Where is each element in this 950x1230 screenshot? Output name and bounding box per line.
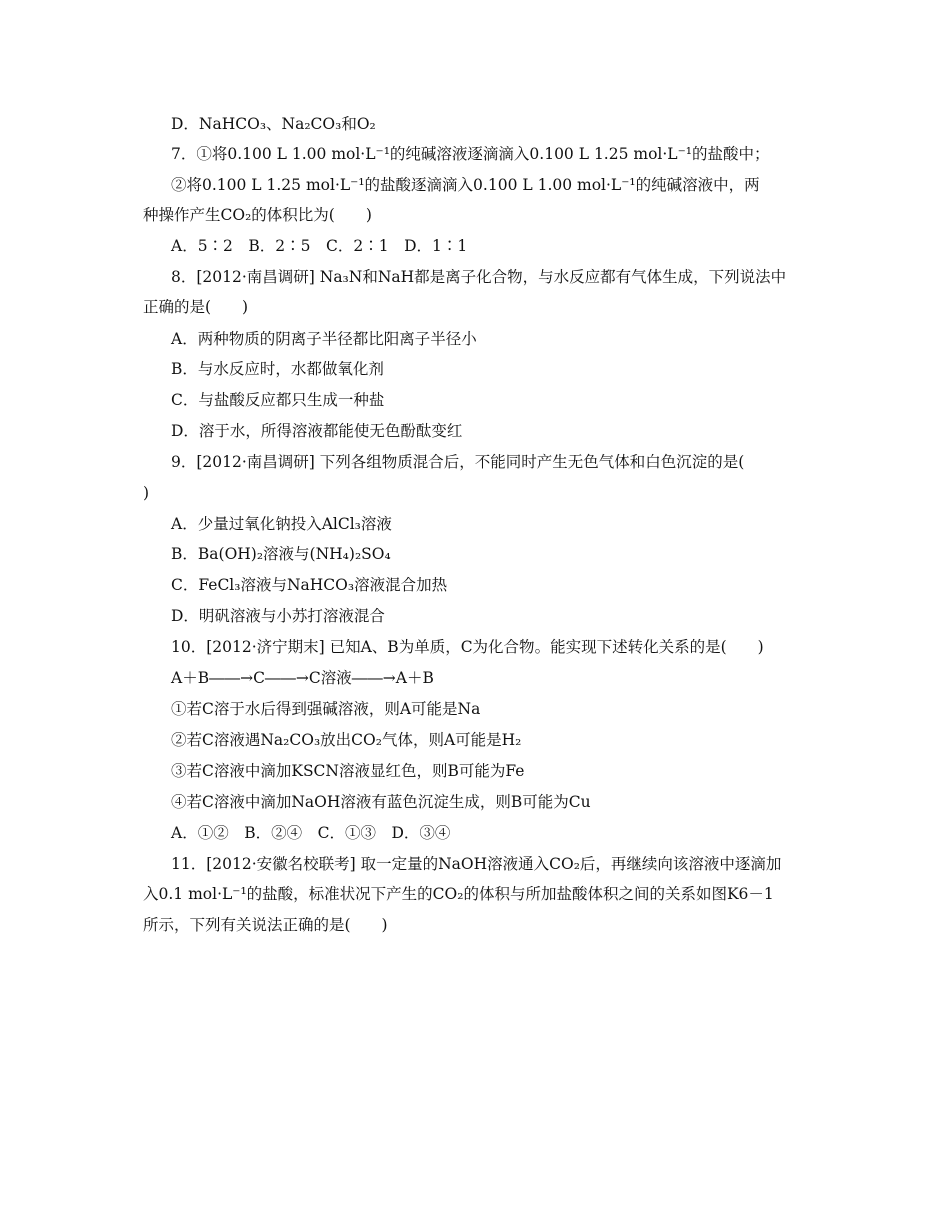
statement-line: ①若C溶于水后得到强碱溶液，则A可能是Na (171, 700, 481, 718)
reaction-scheme: A＋B――→C――→C溶液――→A＋B (171, 669, 434, 687)
question-11-line: 11．[2012·安徽名校联考] 取一定量的NaOH溶液通入CO₂后，再继续向该溶液中逐滴加 (171, 855, 782, 873)
option-line: D．NaHCO₃、Na₂CO₃和O₂ (171, 115, 376, 133)
option-line: D．溶于水，所得溶液都能使无色酚酞变红 (171, 422, 463, 440)
question-8-line: 正确的是( ) (143, 298, 249, 316)
option-line: C．与盐酸反应都只生成一种盐 (171, 391, 385, 409)
option-line: D．明矾溶液与小苏打溶液混合 (171, 607, 385, 625)
option-line: B．Ba(OH)₂溶液与(NH₄)₂SO₄ (171, 545, 391, 563)
statement-line: ③若C溶液中滴加KSCN溶液显红色，则B可能为Fe (171, 762, 525, 780)
options-line: A．5∶2 B．2∶5 C．2∶1 D．1∶1 (171, 237, 468, 255)
option-line: B．与水反应时，水都做氧化剂 (171, 360, 384, 378)
question-10-line: 10．[2012·济宁期末] 已知A、B为单质，C为化合物。能实现下述转化关系的是( ) (171, 638, 764, 656)
options-line: A．①② B．②④ C．①③ D．③④ (171, 824, 451, 842)
statement-line: ②若C溶液遇Na₂CO₃放出CO₂气体，则A可能是H₂ (171, 731, 522, 749)
option-line: A．少量过氧化钠投入AlCl₃溶液 (171, 515, 392, 533)
question-9-line: ) (143, 484, 150, 502)
question-11-line: 入0.1 mol·L⁻¹的盐酸，标准状况下产生的CO₂的体积与所加盐酸体积之间的关系如图K6－1 (143, 885, 774, 903)
statement-line: ④若C溶液中滴加NaOH溶液有蓝色沉淀生成，则B可能为Cu (171, 793, 591, 811)
question-7-line: 种操作产生CO₂的体积比为( ) (143, 206, 372, 224)
question-7-line: ②将0.100 L 1.25 mol·L⁻¹的盐酸逐滴滴入0.100 L 1.00 mol·L⁻¹的纯碱溶液中，两 (171, 176, 760, 194)
option-line: C．FeCl₃溶液与NaHCO₃溶液混合加热 (171, 576, 448, 594)
question-7-line: 7．①将0.100 L 1.00 mol·L⁻¹的纯碱溶液逐滴滴入0.100 L 1.25 mol·L⁻¹的盐酸中； (171, 145, 770, 163)
question-8-line: 8．[2012·南昌调研] Na₃N和NaH都是离子化合物，与水反应都有气体生成，下列说法中 (171, 268, 787, 286)
question-9-line: 9．[2012·南昌调研] 下列各组物质混合后，不能同时产生无色气体和白色沉淀的是( (171, 453, 745, 471)
question-11-line: 所示，下列有关说法正确的是( ) (143, 916, 388, 934)
option-line: A．两种物质的阴离子半径都比阳离子半径小 (171, 330, 477, 348)
